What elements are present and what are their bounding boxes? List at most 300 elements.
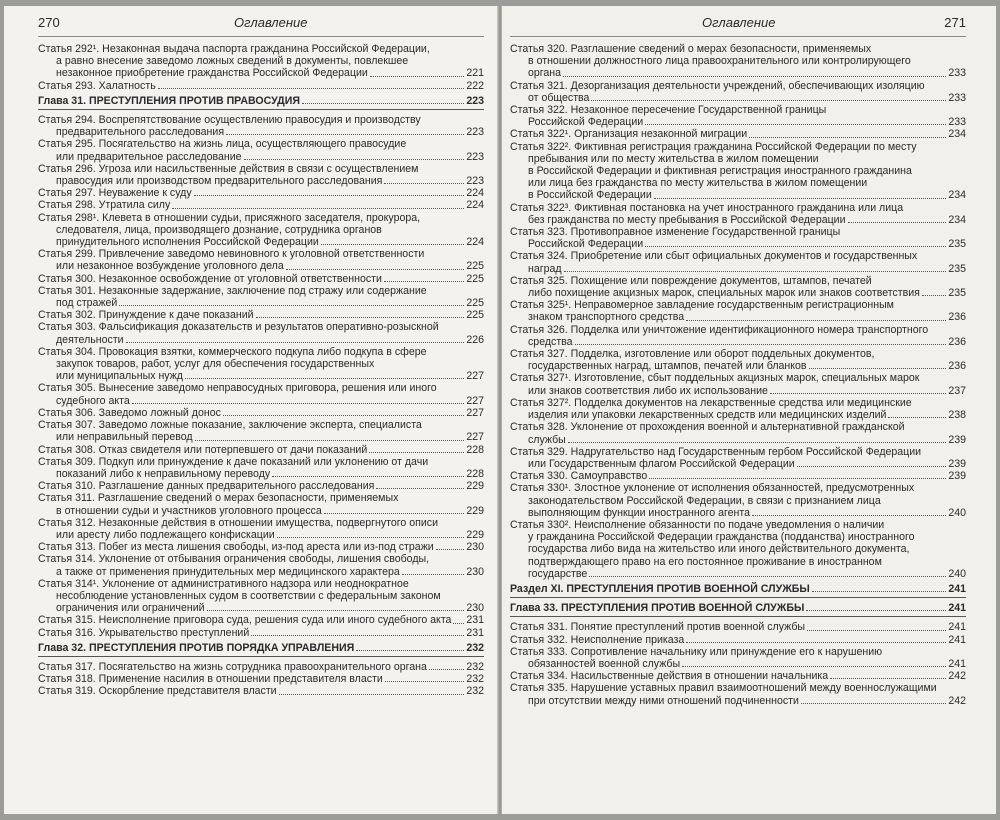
toc-entry-line: [510, 92, 966, 104]
toc-entry: [510, 372, 966, 396]
dot-leader: [385, 680, 465, 682]
toc-entry-text: Статья 327². Подделка документов на лекарственные средства или медицинские: [510, 396, 912, 409]
dot-leader: [812, 590, 947, 592]
toc-entry: [510, 519, 966, 580]
toc-entry-text: под стражей: [56, 297, 118, 310]
toc-entry-line: [510, 311, 966, 323]
toc-entry: [510, 299, 966, 323]
toc-page-number: 228: [466, 467, 484, 480]
toc-entry-text: Статья 331. Понятие преступлений против военной службы: [510, 621, 806, 634]
toc-entry-text: Статья 333. Сопротивление начальнику или принуждение его к нарушению: [510, 645, 883, 658]
dot-leader: [195, 439, 465, 441]
toc-entry-line: [38, 67, 484, 79]
toc-entry-text: подтверждающего право на его постоянное проживание в иностранном: [528, 555, 882, 568]
toc-entry-line: [510, 602, 966, 614]
toc-entry: [510, 324, 966, 348]
toc-entry: [510, 43, 966, 80]
toc-entry-text: выполняющим функции иностранного агента: [528, 506, 750, 519]
toc-entry-text: Статья 323. Противоправное изменение Государственной границы: [510, 226, 841, 239]
toc-entry-text: Статья 304. Провокация взятки, коммерческого подкупа либо подкупа в сфере: [38, 345, 427, 358]
dot-leader: [356, 649, 464, 651]
toc-page-number: 242: [948, 670, 966, 683]
toc-entry: [38, 382, 484, 406]
toc-entry-line: [38, 602, 484, 614]
toc-entry-text: Статья 303. Фальсификация доказательств и результатов оперативно-розыскной: [38, 321, 439, 334]
toc-entry: [510, 141, 966, 202]
toc-entry-line: [510, 568, 966, 580]
toc-page-number: 228: [466, 443, 484, 456]
toc-entry: [510, 275, 966, 299]
toc-entry-line: [38, 297, 484, 309]
toc-entry-text: Статья 332. Неисполнение приказа: [510, 633, 685, 646]
toc-entry-text: Российской Федерации: [528, 238, 644, 251]
toc-entry-text: средства: [528, 335, 573, 348]
toc-chapter-heading: [510, 602, 966, 617]
dot-leader: [752, 514, 946, 516]
toc-entry-line: [38, 407, 484, 419]
toc-entry-line: [510, 409, 966, 421]
toc-entry: [38, 685, 484, 697]
dot-leader: [797, 465, 947, 467]
toc-entry-text: Статья 307. Заведомо ложные показание, заключение эксперта, специалиста: [38, 419, 422, 432]
toc-entry-text: Статья 299. Привлечение заведомо невиновного к уголовной ответственности: [38, 248, 425, 261]
dot-leader: [922, 294, 946, 296]
toc-page-number: 224: [466, 187, 484, 200]
toc-entry-text: у гражданина Российской Федерации гражданства (подданства) иностранного: [528, 531, 915, 544]
toc-entry-line: [38, 126, 484, 138]
toc-entry-line: [38, 236, 484, 248]
toc-entry-line: [510, 372, 966, 384]
toc-entry-text: службы: [528, 433, 566, 446]
toc-entry-text: от общества: [528, 91, 590, 104]
dot-leader: [402, 573, 465, 575]
dot-leader: [185, 377, 464, 379]
toc-page-number: 226: [466, 333, 484, 346]
toc-entry-text: Статья 321. Дезорганизация деятельности учреждений, обеспечивающих изоляцию: [510, 79, 925, 92]
page-header: [38, 6, 484, 37]
toc-entry-line: [38, 138, 484, 150]
toc-page-number: 237: [948, 384, 966, 397]
toc-entry-text: Статья 295. Посягательство на жизнь лица, осуществляющего правосудие: [38, 138, 407, 151]
toc-entry-text: в Российской Федерации: [528, 189, 652, 202]
toc-page-number: 221: [466, 67, 484, 80]
toc-entry-text: государстве: [528, 567, 588, 580]
toc-entry-line: [38, 627, 484, 639]
toc-entry-text: Статья 314¹. Уклонение от административного надзора или неоднократное: [38, 577, 409, 590]
toc-entry: [510, 250, 966, 274]
page-number: 271: [944, 15, 966, 30]
toc-entry-text: Статья 297. Неуважение к суду: [38, 187, 192, 200]
toc-entry-text: Статья 308. Отказ свидетеля или потерпевшего от дачи показаний: [38, 443, 368, 456]
toc-page-number: 227: [466, 431, 484, 444]
toc-entry-line: [38, 505, 484, 517]
toc-entry-text: при отсутствии между ними отношений подчиненности: [528, 694, 799, 707]
toc-entry-line: [38, 95, 484, 107]
toc-entry-text: принудительного исполнения Российской Федерации: [56, 236, 319, 249]
toc-entry-line: [38, 468, 484, 480]
toc-page-number: 227: [466, 394, 484, 407]
toc-entry-text: Статья 300. Незаконное освобождение от уголовной ответственности: [38, 272, 382, 285]
toc-entry-line: [38, 553, 484, 565]
toc-entry-text: или неправильный перевод: [56, 431, 193, 444]
toc-entry: [510, 482, 966, 519]
toc-entry-text: либо похищение акцизных марок, специальных марок или знаков соответствия: [528, 287, 920, 300]
toc-entry: [38, 456, 484, 480]
toc-entry-text: Статья 314. Уклонение от отбывания ограничения свободы, лишения свободы,: [38, 553, 430, 566]
toc-entry-line: [510, 177, 966, 189]
toc-entry-line: [510, 55, 966, 67]
toc-entry-line: [38, 151, 484, 163]
toc-chapter-heading: [38, 642, 484, 657]
toc-page-number: 230: [466, 565, 484, 578]
toc-page-number: 241: [948, 602, 966, 615]
toc-page-number: 230: [466, 602, 484, 615]
toc-entry-text: без гражданства по месту пребывания в Российской Федерации: [528, 213, 846, 226]
toc-entry: [38, 627, 484, 639]
toc-entry-text: Статья 312. Незаконные действия в отношении имущества, подвергнутого описи: [38, 516, 438, 529]
toc-entry-text: Статья 301. Незаконные задержание, заключение под стражу или содержание: [38, 284, 427, 297]
toc-entry-text: Статья 298. Утратила силу: [38, 199, 171, 212]
toc-entry-text: государства либо вида на жительство или иного действительного документа,: [528, 543, 910, 556]
toc-entry-line: [510, 250, 966, 262]
toc-entry-text: Статья 319. Оскорбление представителя власти: [38, 685, 277, 698]
right-page: [502, 6, 996, 814]
toc-entry: [38, 407, 484, 419]
toc-entry-line: [38, 541, 484, 553]
toc-entry: [510, 80, 966, 104]
toc-chapter-heading: [510, 583, 966, 598]
toc-entry-line: [510, 238, 966, 250]
toc-page-number: 241: [948, 621, 966, 634]
dot-leader: [575, 343, 947, 345]
toc-entry-text: а равно внесение заведомо ложных сведений в документы, повлекшее: [56, 55, 409, 68]
toc-entry-text: правосудия или производством предварительного расследования: [56, 175, 383, 188]
toc-entry-text: в Российской Федерации и фиктивная регистрация иностранного гражданина: [528, 165, 912, 178]
toc-entry-line: [510, 214, 966, 226]
toc-entry-text: Статья 313. Побег из места лишения свободы, из-под ареста или из-под стражи: [38, 541, 434, 554]
toc-page-number: 241: [948, 633, 966, 646]
toc-entry-line: [510, 226, 966, 238]
toc-entry-line: [38, 382, 484, 394]
toc-entry-line: [38, 248, 484, 260]
toc-entry: [38, 578, 484, 615]
toc-entry: [510, 634, 966, 646]
toc-page-number: 241: [948, 582, 966, 595]
toc-page-number: 222: [466, 79, 484, 92]
toc-page-number: 232: [466, 685, 484, 698]
toc-entry-line: [38, 456, 484, 468]
toc-entry-line: [510, 482, 966, 494]
toc-page-number: 227: [466, 370, 484, 383]
toc-entry-line: [510, 458, 966, 470]
toc-entry-line: [38, 590, 484, 602]
dot-leader: [888, 416, 946, 418]
toc-page-number: 229: [466, 480, 484, 493]
toc-entry: [510, 348, 966, 372]
toc-entry-line: [38, 685, 484, 697]
toc-entry: [38, 285, 484, 309]
dot-leader: [302, 102, 464, 104]
toc-chapter-heading: [38, 95, 484, 110]
dot-leader: [272, 475, 464, 477]
table-of-contents: [38, 43, 484, 698]
dot-leader: [654, 197, 947, 199]
toc-entry-line: [510, 470, 966, 482]
toc-entry-text: Статья 330². Неисполнение обязанности по подаче уведомления о наличии: [510, 518, 885, 531]
toc-page-number: 236: [948, 335, 966, 348]
toc-entry-line: [38, 661, 484, 673]
toc-entry-line: [510, 80, 966, 92]
toc-entry: [510, 621, 966, 633]
toc-entry-line: [510, 299, 966, 311]
running-title: Оглавление: [234, 15, 308, 30]
toc-entry-line: [510, 141, 966, 153]
toc-entry-line: [38, 395, 484, 407]
toc-entry-line: [510, 128, 966, 140]
toc-entry-line: [510, 658, 966, 670]
toc-entry-text: в отношении судьи и участников уголовного процесса: [56, 504, 322, 517]
toc-entry-text: Статья 305. Вынесение заведомо неправосудных приговора, решения или иного: [38, 382, 437, 395]
toc-page-number: 223: [466, 126, 484, 139]
toc-entry-line: [38, 175, 484, 187]
dot-leader: [801, 702, 946, 704]
toc-entry-text: или муниципальных нужд: [56, 370, 183, 383]
toc-entry-line: [38, 358, 484, 370]
toc-entry-line: [38, 80, 484, 92]
toc-entry-text: Статья 311. Разглашение сведений о мерах безопасности, применяемых: [38, 492, 399, 505]
toc-entry: [38, 163, 484, 187]
toc-page-number: 234: [948, 189, 966, 202]
toc-entry-text: Статья 294. Воспрепятствование осуществлению правосудия и производству: [38, 114, 421, 127]
dot-leader: [568, 441, 947, 443]
chapter-rule: [38, 109, 484, 110]
dot-leader: [277, 536, 465, 538]
toc-entry-text: следователя, лица, производящего дознание, сотрудника органов: [56, 223, 382, 236]
toc-entry: [38, 553, 484, 577]
toc-entry-text: Статья 325¹. Неправомерное завладение государственным регистрационным: [510, 299, 894, 312]
toc-entry-line: [38, 212, 484, 224]
toc-page-number: 230: [466, 541, 484, 554]
toc-entry-text: Статья 322. Незаконное пересечение Государственной границы: [510, 104, 827, 117]
chapter-rule: [510, 616, 966, 617]
toc-entry-line: [510, 621, 966, 633]
toc-entry-line: [510, 446, 966, 458]
toc-entry-line: [510, 670, 966, 682]
toc-page-number: 240: [948, 567, 966, 580]
toc-page-number: 227: [466, 406, 484, 419]
dot-leader: [436, 548, 465, 550]
left-page: [4, 6, 498, 814]
toc-entry-line: [38, 642, 484, 654]
toc-entry-text: или Государственным флагом Российской Федерации: [528, 457, 795, 470]
toc-entry-line: [510, 507, 966, 519]
toc-page-number: 225: [466, 272, 484, 285]
toc-page-number: 233: [948, 116, 966, 129]
toc-page-number: 238: [948, 409, 966, 422]
toc-page-number: 235: [948, 287, 966, 300]
toc-entry-text: Статья 310. Разглашение данных предварительного расследования: [38, 480, 375, 493]
toc-entry-line: [510, 324, 966, 336]
toc-entry-line: [510, 202, 966, 214]
toc-entry-line: [38, 321, 484, 333]
toc-page-number: 235: [948, 262, 966, 275]
dot-leader: [384, 280, 464, 282]
toc-page-number: 234: [948, 128, 966, 141]
toc-entry-line: [510, 348, 966, 360]
page-header: [510, 6, 966, 37]
toc-entry-line: [510, 531, 966, 543]
toc-entry: [38, 212, 484, 249]
toc-entry-text: или лица без гражданства по месту жительства в жилом помещении: [528, 177, 868, 190]
toc-entry-text: изделия или упаковки лекарственных средств или медицинских изделий: [528, 409, 887, 422]
toc-entry-text: Раздел XI. ПРЕСТУПЛЕНИЯ ПРОТИВ ВОЕННОЙ СЛУЖБЫ: [510, 582, 810, 595]
toc-entry-line: [510, 104, 966, 116]
toc-entry-text: Статья 322². Фиктивная регистрация гражданина Российской Федерации по месту: [510, 140, 917, 153]
toc-entry-text: незаконное приобретение гражданства Российской Федерации: [56, 67, 368, 80]
toc-entry-line: [38, 273, 484, 285]
dot-leader: [119, 304, 464, 306]
toc-entry-text: несоблюдение установленных судом в соответствии с федеральным законом: [56, 589, 441, 602]
dot-leader: [591, 99, 946, 101]
running-title: Оглавление: [702, 15, 776, 30]
toc-entry-line: [38, 224, 484, 236]
toc-page-number: 236: [948, 311, 966, 324]
toc-entry-line: [38, 55, 484, 67]
toc-entry: [38, 541, 484, 553]
toc-entry-text: Статья 329. Надругательство над Государственным гербом Российской Федерации: [510, 445, 922, 458]
toc-entry-text: Статья 296. Угроза или насильственные действия в связи с осуществлением: [38, 162, 419, 175]
toc-page-number: 233: [948, 67, 966, 80]
dot-leader: [223, 414, 464, 416]
toc-entry-line: [38, 444, 484, 456]
toc-entry-line: [38, 187, 484, 199]
toc-entry-line: [510, 165, 966, 177]
toc-entry-text: Глава 33. ПРЕСТУПЛЕНИЯ ПРОТИВ ВОЕННОЙ СЛУЖБЫ: [510, 602, 805, 615]
toc-page-number: 233: [948, 91, 966, 104]
toc-entry: [38, 517, 484, 541]
toc-entry: [38, 309, 484, 321]
dot-leader: [749, 136, 946, 138]
toc-entry-line: [38, 43, 484, 55]
toc-entry: [38, 187, 484, 199]
toc-entry-text: наград: [528, 262, 562, 275]
toc-entry-text: закупок товаров, работ, услуг для обеспечения государственных: [56, 358, 375, 371]
dot-leader: [589, 575, 946, 577]
toc-entry-line: [510, 67, 966, 79]
toc-entry-text: Статья 334. Насильственные действия в отношении начальника: [510, 670, 829, 683]
toc-entry: [510, 128, 966, 140]
toc-entry: [38, 321, 484, 345]
toc-entry-text: органа: [528, 67, 562, 80]
toc-page-number: 236: [948, 360, 966, 373]
dot-leader: [686, 641, 946, 643]
chapter-rule: [38, 656, 484, 657]
toc-entry: [38, 673, 484, 685]
dot-leader: [830, 677, 946, 679]
toc-entry-line: [510, 646, 966, 658]
dot-leader: [286, 268, 465, 270]
toc-entry-text: Статья 328. Уклонение от прохождения военной и альтернативной гражданской: [510, 421, 905, 434]
toc-page-number: 242: [948, 694, 966, 707]
toc-entry-text: Российской Федерации: [528, 116, 644, 129]
toc-entry: [38, 138, 484, 162]
dot-leader: [564, 270, 947, 272]
dot-leader: [649, 477, 946, 479]
toc-entry-line: [38, 114, 484, 126]
toc-page-number: 229: [466, 528, 484, 541]
toc-page-number: 232: [466, 673, 484, 686]
toc-page-number: 229: [466, 504, 484, 517]
dot-leader: [244, 158, 465, 160]
toc-entry-text: Статья 326. Подделка или уничтожение идентификационного номера транспортного: [510, 323, 929, 336]
toc-entry-line: [510, 682, 966, 694]
toc-entry-line: [38, 431, 484, 443]
toc-entry-text: обязанностей военной службы: [528, 657, 681, 670]
toc-entry: [510, 104, 966, 128]
toc-entry: [510, 470, 966, 482]
dot-leader: [256, 316, 465, 318]
toc-entry-line: [510, 360, 966, 372]
toc-entry-line: [38, 163, 484, 175]
dot-leader: [226, 133, 464, 135]
toc-entry-text: Статья 320. Разглашение сведений о мерах безопасности, применяемых: [510, 43, 872, 55]
toc-page-number: 231: [466, 614, 484, 627]
toc-page-number: 241: [948, 657, 966, 670]
toc-page-number: 232: [466, 660, 484, 673]
toc-page-number: 223: [466, 150, 484, 163]
toc-entry-text: Глава 32. ПРЕСТУПЛЕНИЯ ПРОТИВ ПОРЯДКА УПРАВЛЕНИЯ: [38, 641, 355, 654]
dot-leader: [324, 512, 465, 514]
toc-entry-line: [38, 346, 484, 358]
toc-entry-line: [38, 370, 484, 382]
toc-entry-text: или незаконное возбуждение уголовного дела: [56, 260, 284, 273]
toc-entry-line: [510, 495, 966, 507]
toc-entry-text: Глава 31. ПРЕСТУПЛЕНИЯ ПРОТИВ ПРАВОСУДИЯ: [38, 94, 300, 107]
toc-entry-text: или знаков соответствия либо их использование: [528, 384, 768, 397]
toc-entry-text: предварительного расследования: [56, 126, 225, 139]
toc-entry: [38, 480, 484, 492]
toc-page-number: 235: [948, 238, 966, 251]
toc-entry-text: Статья 325. Похищение или повреждение документов, штампов, печатей: [510, 274, 872, 287]
toc-entry-text: Статья 318. Применение насилия в отношении представителя власти: [38, 673, 383, 686]
toc-entry-text: деятельности: [56, 333, 124, 346]
toc-entry: [510, 202, 966, 226]
toc-entry-text: Статья 322¹. Организация незаконной миграции: [510, 128, 748, 141]
toc-entry-text: Статья 335. Нарушение уставных правил взаимоотношений между военнослужащими: [510, 682, 937, 695]
dot-leader: [376, 487, 464, 489]
toc-entry: [510, 646, 966, 670]
toc-entry-text: Статья 330. Самоуправство: [510, 470, 648, 483]
toc-entry-text: знаком транспортного средства: [528, 311, 685, 324]
dot-leader: [807, 629, 946, 631]
page-number: 270: [38, 15, 60, 30]
toc-page-number: 225: [466, 260, 484, 273]
toc-entry: [38, 43, 484, 80]
toc-entry: [38, 444, 484, 456]
toc-entry-text: Статья 327¹. Изготовление, сбыт поддельных акцизных марок, специальных марок: [510, 372, 920, 385]
toc-entry-line: [510, 116, 966, 128]
toc-entry-line: [38, 419, 484, 431]
toc-entry-text: судебного акта: [56, 394, 130, 407]
toc-entry-line: [510, 385, 966, 397]
dot-leader: [453, 622, 464, 624]
toc-entry: [38, 614, 484, 626]
toc-entry-line: [510, 287, 966, 299]
chapter-rule: [510, 597, 966, 598]
toc-entry-line: [510, 153, 966, 165]
dot-leader: [384, 182, 464, 184]
toc-entry-line: [38, 260, 484, 272]
